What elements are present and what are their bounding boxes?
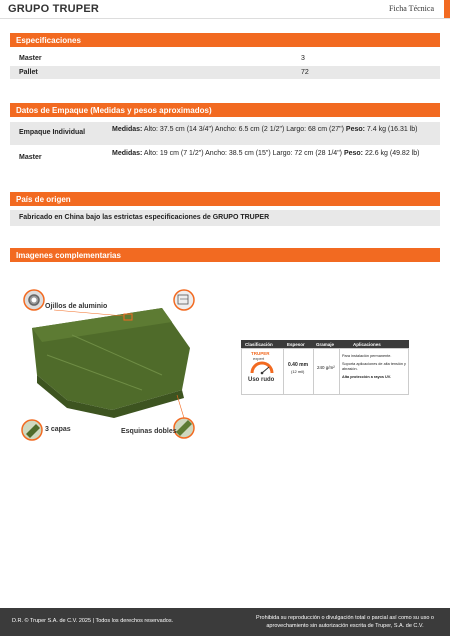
packaging-desc: Medidas: Alto: 37.5 cm (14 3/4") Ancho: 6.5 cm (2 1/2") Largo: 68 cm (27") Peso: 7.4 kg (16.31 lb) (112, 126, 418, 133)
spec-label: Master (19, 55, 42, 62)
gauge-icon (250, 361, 274, 375)
header-divider (0, 18, 450, 19)
section-title-packaging: Datos de Empaque (Medidas y pesos aproximados) (10, 103, 440, 117)
page-footer (0, 608, 450, 636)
origin-text: Fabricado en China bajo las estrictas especificaciones de GRUPO TRUPER (19, 214, 270, 221)
table-header: Aplicaciones (353, 341, 381, 347)
origin-row (10, 210, 440, 226)
callout-corners: Esquinas dobles (121, 428, 177, 435)
header-accent-bar (444, 0, 450, 18)
tarp-product-image (12, 280, 222, 450)
table-application: Alta protección a rayos UV. (342, 375, 392, 379)
table-weight: 240 g/m² (317, 365, 335, 370)
table-brand: TRUPER (251, 351, 270, 356)
callout-eyelets: Ojillos de aluminio (45, 303, 108, 310)
table-thickness: 0.40 mm (288, 362, 309, 368)
section-title-images: Imagenes complementarias (10, 248, 440, 262)
packaging-row-master (10, 146, 440, 169)
table-header: Clasificación (245, 341, 273, 347)
page-header (0, 0, 450, 18)
packaging-label: Empaque Individual (19, 129, 86, 136)
packaging-label: Master (19, 154, 42, 161)
spec-row-master (10, 52, 440, 65)
table-thickness-sub: (12 mil) (291, 369, 305, 374)
spec-value: 72 (301, 69, 309, 76)
tarp-classification-table (241, 340, 409, 396)
table-brand-sub: expert (253, 356, 265, 361)
section-title-specs: Especificaciones (10, 33, 440, 47)
table-usage: Uso rudo (248, 377, 275, 383)
mesh-detail-icon (174, 290, 194, 310)
packaging-row-individual (10, 122, 440, 145)
spec-row-pallet (10, 66, 440, 79)
table-application: Para instalación permanente. (342, 354, 392, 358)
section-title-origin: País de origen (10, 192, 440, 206)
callout-layers: 3 capas (45, 426, 71, 433)
table-header: Gramaje (316, 341, 335, 347)
table-application: Soporta aplicaciones de alta tensión y abrasión. (342, 362, 406, 371)
spec-label: Pallet (19, 69, 38, 76)
document-type: Ficha Técnica (389, 4, 434, 13)
spec-value: 3 (301, 55, 305, 62)
table-header: Espesor (287, 341, 305, 347)
brand-logo: GRUPO TRUPER (8, 3, 100, 15)
footer-legal: Prohibida su reproducción o divulgación total o parcial así como su uso o aprovechamiento sin autorización escrita de Truper, S.A. de C.V. (256, 615, 434, 629)
footer-copyright: D.R. © Truper S.A. de C.V. 2025 | Todos los derechos reservados. (12, 618, 174, 624)
packaging-desc: Medidas: Alto: 19 cm (7 1/2") Ancho: 38.5 cm (15") Largo: 72 cm (28 1/4") Peso: 22.6 kg (49.82 lb) (112, 150, 420, 157)
